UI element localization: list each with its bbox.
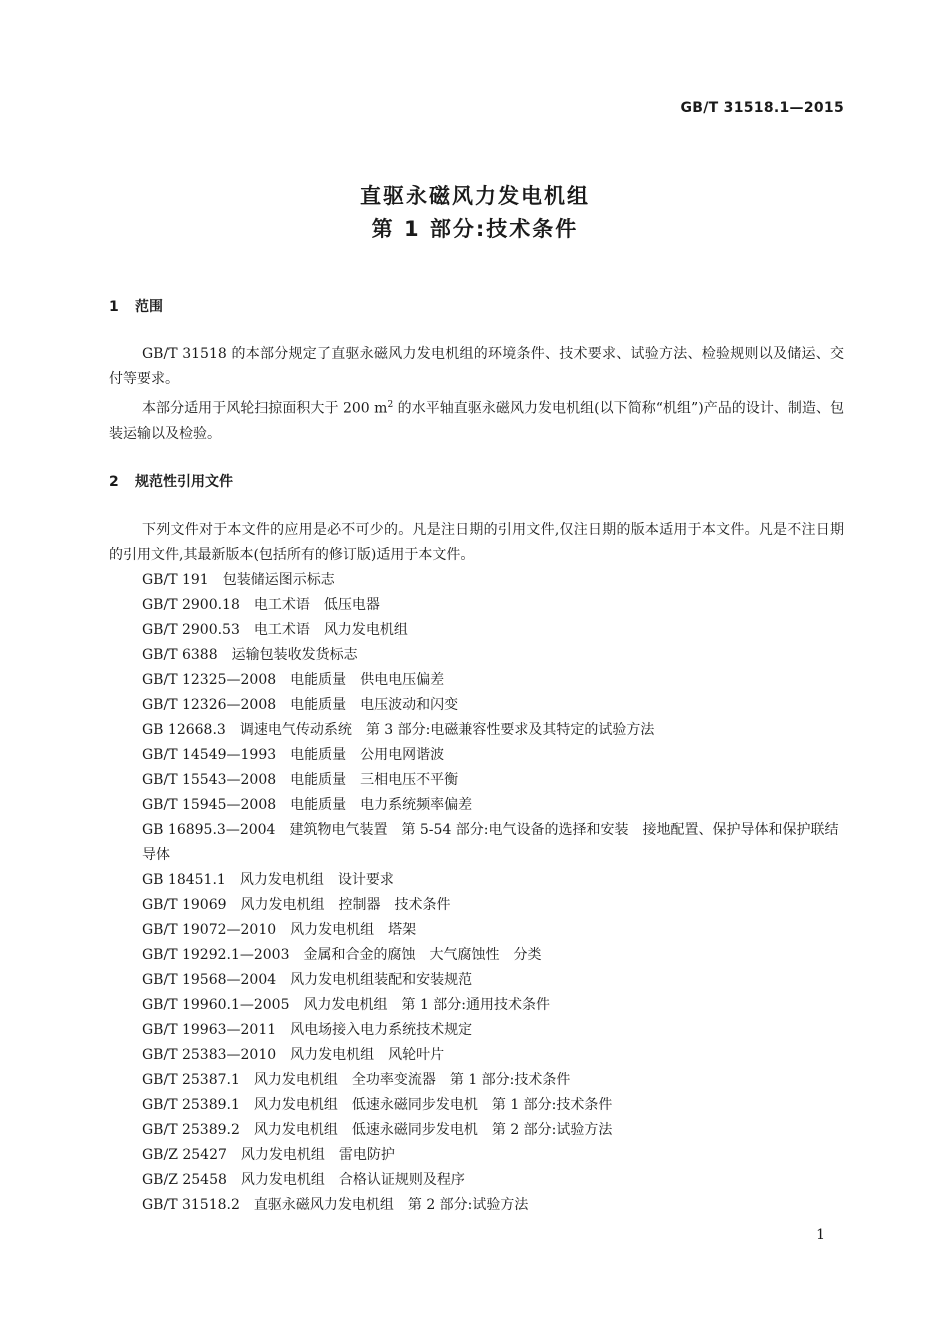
- reference-code: GB/T 15945—2008: [142, 797, 277, 813]
- reference-code: GB/T 6388: [142, 647, 218, 663]
- reference-title-part: 电压波动和闪变: [360, 697, 459, 713]
- section-1-paragraph-1: GB/T 31518 的本部分规定了直驱永磁风力发电机组的环境条件、技术要求、试验方法、检验规则以及储运、交付等要求。: [109, 346, 844, 387]
- reference-title-part: 技术条件: [394, 897, 451, 913]
- reference-title-part: 第 1 部分:技术条件: [491, 1097, 613, 1113]
- reference-item: [142, 768, 844, 793]
- reference-item: [142, 1168, 844, 1193]
- reference-title-part: 塔架: [388, 922, 417, 938]
- reference-code: GB/T 14549—1993: [142, 747, 277, 763]
- reference-item: [142, 893, 844, 918]
- reference-code: GB/T 19292.1—2003: [142, 947, 290, 963]
- reference-title-part: 风力发电机组: [253, 1097, 338, 1113]
- reference-item: [142, 593, 844, 618]
- reference-title-part: 电能质量: [290, 797, 347, 813]
- reference-item: [142, 643, 844, 668]
- reference-code: GB/T 25383—2010: [142, 1047, 277, 1063]
- reference-item: [142, 1193, 844, 1218]
- section-1-number: 1: [109, 299, 119, 315]
- reference-title-part: 风力发电机组: [303, 997, 388, 1013]
- reference-item: [142, 918, 844, 943]
- reference-item: [142, 568, 844, 593]
- reference-code: GB 16895.3—2004: [142, 822, 276, 838]
- reference-code: GB/Z 25427: [142, 1147, 227, 1163]
- reference-title-part: 电工术语: [253, 622, 310, 638]
- reference-code: GB/T 31518.2: [142, 1197, 240, 1213]
- section-1-paragraph-2: [109, 393, 844, 447]
- reference-title-part: 金属和合金的腐蚀: [303, 947, 416, 963]
- reference-title-part: 第 2 部分:试验方法: [491, 1122, 613, 1138]
- reference-title-part: 风力发电机组: [240, 1147, 325, 1163]
- reference-title-part: 第 2 部分:试验方法: [407, 1197, 529, 1213]
- reference-code: GB 18451.1: [142, 872, 226, 888]
- reference-title-part: 风力发电机组: [290, 1047, 375, 1063]
- reference-title-part: 三相电压不平衡: [360, 772, 459, 788]
- reference-code: GB/T 19072—2010: [142, 922, 277, 938]
- reference-code: GB 12668.3: [142, 722, 226, 738]
- reference-title-part: 风轮叶片: [388, 1047, 445, 1063]
- reference-code: GB/T 25387.1: [142, 1072, 240, 1088]
- reference-code: GB/T 2900.53: [142, 622, 240, 638]
- reference-code: GB/T 12325—2008: [142, 672, 277, 688]
- section-2-title: 规范性引用文件: [135, 474, 233, 490]
- reference-item: [109, 818, 844, 868]
- reference-item: [142, 943, 844, 968]
- reference-title-part: 风力发电机组: [290, 922, 375, 938]
- reference-item: [142, 1093, 844, 1118]
- reference-title-part: 风力发电机组: [253, 1122, 338, 1138]
- reference-title-part: 低压电器: [323, 597, 380, 613]
- para2-text-end: 的水平轴直驱永磁风力发电机组(以下简称“机组”)产品的设计、制造、包装运输以及检验。: [109, 400, 845, 442]
- reference-item: [142, 1118, 844, 1143]
- reference-item: [142, 718, 844, 743]
- reference-title-part: 公用电网谐波: [360, 747, 445, 763]
- reference-title-part: 电力系统频率偏差: [360, 797, 473, 813]
- section-1-heading: [109, 296, 163, 316]
- reference-title-part: 第 1 部分:通用技术条件: [401, 997, 551, 1013]
- reference-item: [142, 968, 844, 993]
- area-unit-superscript: 2: [387, 400, 394, 410]
- reference-code: GB/T 25389.1: [142, 1097, 240, 1113]
- reference-item: [142, 1018, 844, 1043]
- reference-code: GB/T 19960.1—2005: [142, 997, 290, 1013]
- reference-title-part: 雷电防护: [338, 1147, 395, 1163]
- reference-title-part: 运输包装收发货标志: [231, 647, 358, 663]
- reference-title-part: 接地配置、保护导体和保护联结导体: [142, 822, 839, 863]
- reference-code: GB/T 12326—2008: [142, 697, 277, 713]
- page-number: 1: [816, 1227, 825, 1243]
- standard-code: GB/T 31518.1—2015: [680, 100, 844, 116]
- reference-title-part: 供电电压偏差: [360, 672, 445, 688]
- section-2-heading: [109, 471, 233, 491]
- reference-title-part: 低速永磁同步发电机: [351, 1097, 478, 1113]
- reference-title-part: 风电场接入电力系统技术规定: [290, 1022, 473, 1038]
- reference-item: [142, 868, 844, 893]
- reference-title-part: 风力发电机组装配和安装规范: [290, 972, 473, 988]
- reference-item: [142, 693, 844, 718]
- title-line-1: 直驱永磁风力发电机组: [360, 184, 590, 208]
- reference-item: [142, 1043, 844, 1068]
- reference-code: GB/T 19069: [142, 897, 227, 913]
- reference-title-part: 电能质量: [290, 772, 347, 788]
- reference-code: GB/T 19568—2004: [142, 972, 277, 988]
- reference-item: [142, 1143, 844, 1168]
- document-title: [0, 180, 950, 246]
- section-1-title: 范围: [135, 299, 163, 315]
- reference-item: [142, 993, 844, 1018]
- reference-item: [142, 618, 844, 643]
- normative-references-list: [142, 568, 844, 1218]
- reference-title-part: 电能质量: [290, 747, 347, 763]
- reference-code: GB/T 2900.18: [142, 597, 240, 613]
- section-2-number: 2: [109, 474, 119, 490]
- reference-title-part: 电能质量: [290, 672, 347, 688]
- reference-title-part: 电工术语: [253, 597, 310, 613]
- reference-title-part: 电能质量: [290, 697, 347, 713]
- reference-title-part: 全功率变流器: [351, 1072, 436, 1088]
- section-2-intro: 下列文件对于本文件的应用是必不可少的。凡是注日期的引用文件,仅注日期的版本适用于本文件。凡是不注日期的引用文件,其最新版本(包括所有的修订版)适用于本文件。: [109, 522, 844, 563]
- reference-code: GB/T 19963—2011: [142, 1022, 277, 1038]
- reference-title-part: 控制器: [338, 897, 381, 913]
- reference-title-part: 第 3 部分:电磁兼容性要求及其特定的试验方法: [365, 722, 655, 738]
- reference-title-part: 调速电气传动系统: [239, 722, 352, 738]
- title-line-2: 第 1 部分:技术条件: [371, 217, 579, 241]
- reference-title-part: 直驱永磁风力发电机组: [253, 1197, 394, 1213]
- reference-title-part: 风力发电机组: [323, 622, 408, 638]
- reference-item: [142, 668, 844, 693]
- reference-item: [142, 743, 844, 768]
- reference-code: GB/T 191: [142, 572, 209, 588]
- reference-title-part: 建筑物电气装置: [289, 822, 388, 838]
- reference-title-part: 风力发电机组: [239, 872, 324, 888]
- reference-title-part: 分类: [513, 947, 542, 963]
- reference-title-part: 低速永磁同步发电机: [351, 1122, 478, 1138]
- reference-title-part: 风力发电机组: [240, 1172, 325, 1188]
- reference-title-part: 第 1 部分:技术条件: [449, 1072, 571, 1088]
- reference-title-part: 合格认证规则及程序: [338, 1172, 465, 1188]
- para2-text-start: 本部分适用于风轮扫掠面积大于 200 m: [142, 400, 388, 417]
- reference-title-part: 设计要求: [337, 872, 394, 888]
- reference-title-part: 大气腐蚀性: [429, 947, 500, 963]
- reference-item: [142, 793, 844, 818]
- reference-title-part: 风力发电机组: [253, 1072, 338, 1088]
- reference-title-part: 风力发电机组: [240, 897, 325, 913]
- reference-title-part: 包装储运图示标志: [222, 572, 335, 588]
- reference-item: [142, 1068, 844, 1093]
- reference-code: GB/Z 25458: [142, 1172, 227, 1188]
- reference-code: GB/T 15543—2008: [142, 772, 277, 788]
- reference-title-part: 第 5-54 部分:电气设备的选择和安装: [401, 822, 629, 838]
- reference-code: GB/T 25389.2: [142, 1122, 240, 1138]
